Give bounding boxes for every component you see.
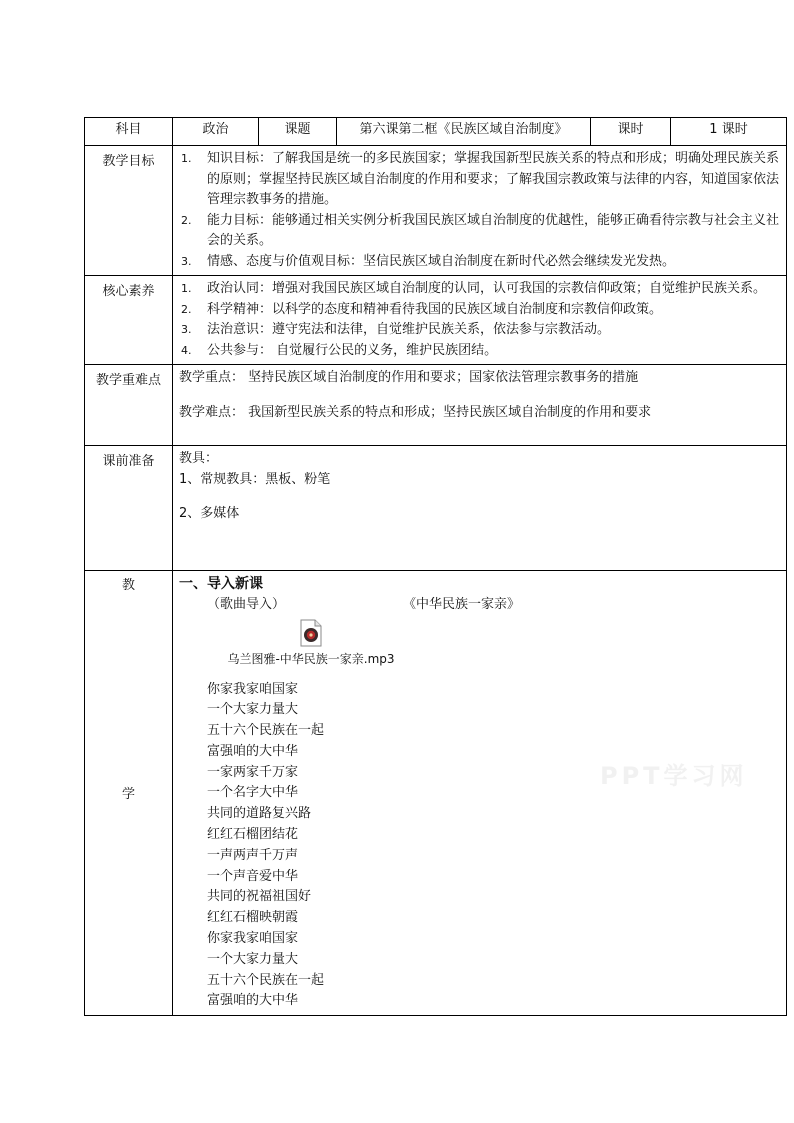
preparation-label: 课前准备	[85, 446, 173, 571]
objectives-content	[173, 146, 787, 276]
item-number: 1.	[181, 152, 192, 165]
list-item	[179, 320, 780, 341]
lesson-plan-page	[84, 117, 786, 1016]
teaching-process-row	[85, 571, 787, 1016]
lesson-plan-table	[84, 117, 787, 1016]
attachment-filename: 乌兰图雅-中华民族一家亲.mp3	[227, 652, 395, 666]
audio-file-icon[interactable]	[300, 619, 322, 647]
teaching-aids-multimedia: 2、多媒体	[179, 506, 240, 521]
key-points-content	[173, 365, 787, 446]
teaching-process-label	[85, 571, 173, 1016]
watermark: PPT学习网	[600, 762, 748, 790]
hours-label: 课时	[591, 118, 671, 146]
song-title: 《中华民族一家亲》	[403, 596, 521, 612]
intro-method: （歌曲导入）	[207, 596, 286, 612]
item-text: 知识目标：了解我国是统一的多民族国家；掌握我国新型民族关系的特点和形成；明确处理民族关系的原则；掌握坚持民族区域自治制度的作用和要求；了解我国宗教政策与法律的内容，知道国家依法管理宗教事务的措施。	[207, 151, 780, 207]
list-item	[179, 211, 780, 252]
lyrics-block	[179, 680, 780, 1013]
objectives-label: 教学目标	[85, 146, 173, 276]
lyric-line: 一声两声千万声	[207, 847, 299, 863]
item-number: 4.	[181, 343, 192, 357]
objectives-row	[85, 146, 787, 276]
competencies-label: 核心素养	[85, 276, 173, 365]
item-text: 政治认同：增强对我国民族区域自治制度的认同，认可我国的宗教信仰政策；自觉维护民族关系。	[207, 281, 767, 296]
section-title: 一、导入新课	[179, 576, 263, 592]
lyric-line: 一个大家力量大	[207, 702, 299, 718]
item-number: 3.	[181, 323, 192, 336]
lyric-line: 一个名字大中华	[207, 785, 299, 801]
subject-label: 科目	[85, 118, 173, 146]
item-text: 法治意识：遵守宪法和法律，自觉维护民族关系，依法参与宗教活动。	[207, 322, 611, 337]
lyric-line: 共同的道路复兴路	[207, 806, 312, 822]
item-number: 2.	[181, 213, 192, 227]
competencies-row	[85, 276, 787, 365]
lyric-line: 共同的祝福祖国好	[207, 889, 312, 905]
lyric-line: 一个大家力量大	[207, 951, 299, 967]
item-text: 公共参与： 自觉履行公民的义务，维护民族团结。	[207, 342, 498, 358]
key-points-row	[85, 365, 787, 446]
teaching-aids-regular: 1、常规教具：黑板、粉笔	[179, 471, 331, 487]
lyric-line: 红红石榴团结花	[207, 827, 299, 843]
lyric-line: 你家我家咱国家	[207, 681, 299, 697]
hours-value: 1 课时	[671, 118, 787, 146]
item-text: 情感、态度与价值观目标：坚信民族区域自治制度在新时代必然会继续发光发热。	[207, 253, 676, 269]
item-number: 2.	[181, 302, 192, 316]
teaching-aids-heading: 教具：	[179, 451, 219, 466]
list-item	[179, 279, 780, 300]
teaching-label-bottom: 学	[121, 787, 135, 802]
mp3-attachment[interactable]	[221, 619, 401, 670]
teaching-difficulty: 教学难点： 我国新型民族关系的特点和形成；坚持民族区域自治制度的作用和要求	[179, 404, 652, 420]
topic-value: 第六课第二框《民族区域自治制度》	[337, 118, 591, 146]
preparation-content	[173, 446, 787, 571]
lyric-line: 富强咱的大中华	[207, 743, 299, 759]
lyric-line: 一个声音爱中华	[207, 868, 299, 884]
item-text: 能力目标：能够通过相关实例分析我国民族区域自治制度的优越性，能够正确看待宗教与社会主义社会的关系。	[207, 212, 780, 248]
item-text: 科学精神：以科学的态度和精神看待我国的民族区域自治制度和宗教信仰政策。	[207, 301, 663, 317]
subject-value: 政治	[173, 118, 259, 146]
lyric-line: 五十六个民族在一起	[207, 723, 325, 739]
list-item	[179, 300, 780, 321]
spacer	[179, 490, 780, 504]
preparation-row	[85, 446, 787, 571]
list-item	[179, 341, 780, 362]
lyric-line: 富强咱的大中华	[207, 993, 299, 1009]
lyric-line: 一家两家千万家	[207, 764, 299, 780]
teaching-label-top: 教	[121, 578, 135, 593]
topic-label: 课题	[259, 118, 337, 146]
teaching-process-content	[173, 571, 787, 1016]
lyric-line: 红红石榴映朝霞	[207, 910, 299, 926]
list-item	[179, 252, 780, 273]
intro-line	[179, 595, 780, 616]
competencies-content	[173, 276, 787, 365]
spacer	[179, 389, 780, 403]
item-number: 3.	[181, 254, 192, 268]
list-item	[179, 149, 780, 211]
header-row	[85, 118, 787, 146]
key-points-label: 教学重难点	[85, 365, 173, 446]
teaching-focus: 教学重点： 坚持民族区域自治制度的作用和要求；国家依法管理宗教事务的措施	[179, 370, 639, 385]
item-number: 1.	[181, 282, 192, 295]
lyric-line: 你家我家咱国家	[207, 931, 299, 947]
lyric-line: 五十六个民族在一起	[207, 972, 325, 988]
